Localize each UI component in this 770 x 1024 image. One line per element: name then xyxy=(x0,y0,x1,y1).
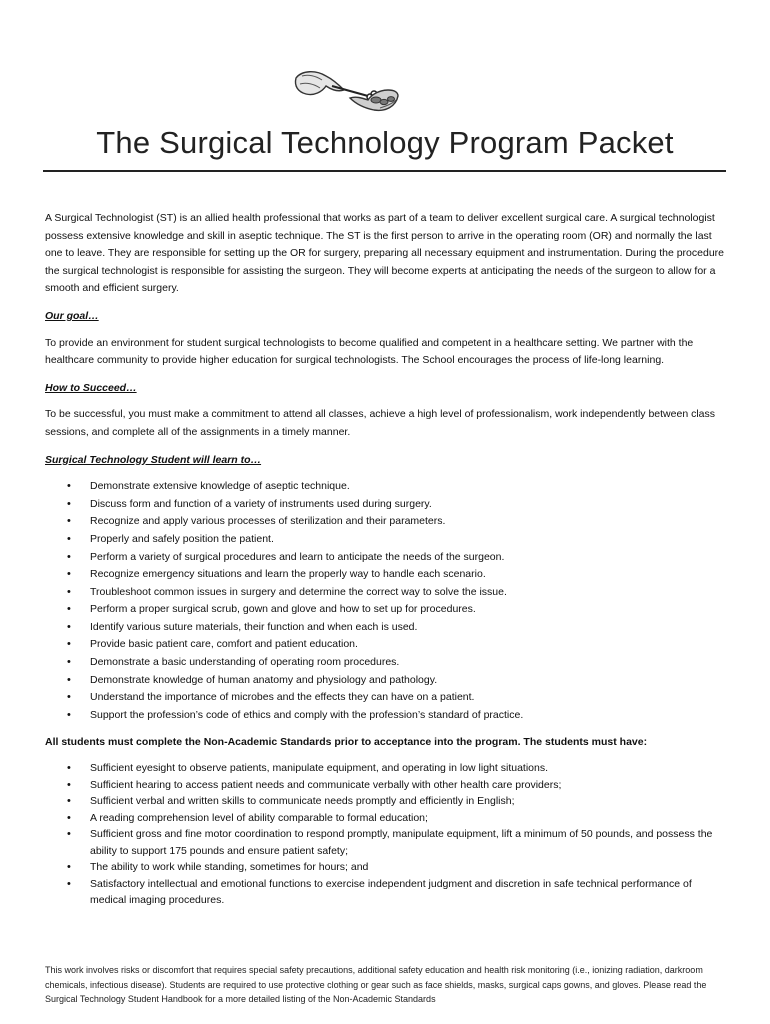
requirements-heading: All students must complete the Non-Academic Standards prior to acceptance into the program. The students must have: xyxy=(45,736,648,749)
list-item: • Sufficient eyesight to observe patients, manipulate equipment, and operating in low light situations. xyxy=(45,760,725,777)
list-item: • Sufficient verbal and written skills to communicate needs promptly and efficiently in English; xyxy=(45,793,725,810)
list-item: • Perform a variety of surgical procedures and learn to anticipate the needs of the surgeon. xyxy=(45,549,725,567)
list-item: • Sufficient hearing to access patient needs and communicate verbally with other health care providers; xyxy=(45,777,725,794)
list-item: • Provide basic patient care, comfort and patient education. xyxy=(45,636,725,654)
footer-note: This work involves risks or discomfort that requires special safety precautions, additional safety education and health risk monitoring (i.e., ionizing radiation, darkroom chemicals, infectious disease). Students are required to use protective clothing or gear such as face shields, masks, surgical caps gowns, and gloves. Please read the Surgical Technology Student Handbook for a more detailed listing of the Non-Academic Standards xyxy=(45,965,707,1004)
list-item: • Understand the importance of microbes and the effects they can have on a patient. xyxy=(45,689,725,707)
document-body xyxy=(45,210,725,919)
learn-heading: Surgical Technology Student will learn to… xyxy=(45,453,262,466)
list-item: • Satisfactory intellectual and emotional functions to exercise independent judgment and discretion in safe technical performance of medical imaging procedures. xyxy=(45,876,725,909)
list-item: • Recognize emergency situations and learn the properly way to handle each scenario. xyxy=(45,566,725,584)
list-item: • Demonstrate extensive knowledge of aseptic technique. xyxy=(45,478,725,496)
goal-paragraph: To provide an environment for student surgical technologists to become qualified and competent in a healthcare setting. We partner with the healthcare community to provide higher education for surgical technologists. The School encourages the process of life-long learning. xyxy=(45,336,694,367)
list-item: • Properly and safely position the patient. xyxy=(45,531,725,549)
succeed-paragraph: To be successful, you must make a commitment to attend all classes, achieve a high level of professionalism, work independently between class sessions, and complete all of the assignments in a timely manner. xyxy=(45,408,716,438)
list-item: • Perform a proper surgical scrub, gown and glove and how to set up for procedures. xyxy=(45,601,725,619)
title-divider xyxy=(43,170,726,172)
list-item: • A reading comprehension level of ability comparable to formal education; xyxy=(45,810,725,827)
list-item: • Sufficient gross and fine motor coordination to respond promptly, manipulate equipment, lift a minimum of 50 pounds, and possess the ability to support 175 pounds and ensure patient safety; xyxy=(45,826,725,859)
succeed-heading: How to Succeed… xyxy=(45,381,137,394)
list-item: • Demonstrate a basic understanding of operating room procedures. xyxy=(45,654,725,672)
list-item: • The ability to work while standing, sometimes for hours; and xyxy=(45,859,725,876)
hands-passing-instrument-icon xyxy=(292,66,402,116)
list-item: • Discuss form and function of a variety of instruments used during surgery. xyxy=(45,496,725,514)
list-item: • Support the profession’s code of ethics and comply with the profession’s standard of practice. xyxy=(45,707,725,725)
list-item: • Recognize and apply various processes of sterilization and their parameters. xyxy=(45,513,725,531)
requirements-list xyxy=(45,760,725,909)
list-item: • Troubleshoot common issues in surgery and determine the correct way to solve the issue. xyxy=(45,584,725,602)
intro-paragraph: A Surgical Technologist (ST) is an allied health professional that works as part of a team to deliver excellent surgical care. A surgical technologist possess extensive knowledge and skill in aseptic technique. The ST is the first person to arrive in the operating room (OR) and normally the last one to leave. They are responsible for setting up the OR for surgery, preparing all necessary equipment and instrumentation. During the procedure the surgical technologist is responsible for assisting the surgeon. They will become experts at anticipating the needs of the surgeon to allow for a smooth and efficient surgery. xyxy=(45,212,724,295)
list-item: • Demonstrate knowledge of human anatomy and physiology and pathology. xyxy=(45,672,725,690)
goal-heading: Our goal… xyxy=(45,309,99,322)
learn-list xyxy=(45,478,725,724)
page-title: The Surgical Technology Program Packet xyxy=(96,125,674,160)
list-item: • Identify various suture materials, their function and when each is used. xyxy=(45,619,725,637)
